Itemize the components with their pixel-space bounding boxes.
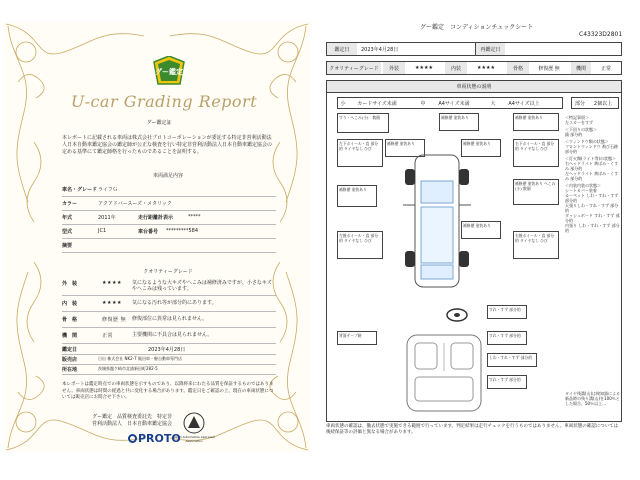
shop-label: 販売店 [62,356,78,363]
part-steering: すれ・すず 部分的 [487,305,527,319]
color-label: カラー [62,200,78,207]
part-label: 部分 [574,100,585,107]
size-mid-desc: A4サイズ未満 [438,100,470,107]
note-12: 天張りしわ・すれ・すず 部分的 [565,203,619,213]
appraisal-date-label: 鑑定日 [62,346,78,353]
grading-certificate [4,22,310,452]
exterior-desc: 気になるような大キズやへこみは補修済みですが、小さなキズやへこみは残っています。 [132,280,272,292]
part-value: 2個以上 [593,100,613,107]
condition-panel [326,80,622,422]
exterior-stars: ★★★★ [102,280,122,286]
note-1: 左スカーをすず [565,120,594,125]
size-large: 大 [490,100,496,107]
mechanic-value: 正常 [600,65,611,72]
interior-label: 内 装 [62,301,78,307]
part-rear-trim: すれ・すず 部分的 [487,375,527,389]
condition-title: 車両状態の説明 [327,81,621,93]
part-front-right: 補修歴 塗装あり [513,113,559,131]
type-label: 型式 [62,228,73,235]
note-5: フロントウィンドウ 飛び石跡 部分的 [565,144,619,154]
sheet-title: グー鑑定 コンディションチェックシート [420,24,534,31]
part-door-right: 補修歴 塗装あり へこみ(小) 数個 [513,179,559,205]
car-interior-diagram [399,333,489,413]
goo-appraisal-logo [152,56,186,86]
part-door-left: 補修歴 塗装あり [337,185,377,207]
note-13: ダッシュボード すれ・すず 部分的 [565,213,620,223]
part-wheel-rl: 左後ホイール・直 部分的 タイヤなし ひび [337,231,383,259]
type-value: JC1 [98,228,107,234]
note-14: 内張り しわ・すれ・すず 部分的 [565,223,620,233]
part-rear-right-panel: 補修歴 塗装あり [461,221,501,239]
proto-logo [128,432,181,445]
mileage-value: ***** [188,214,201,220]
issuer-text: グー鑑定 品質検査委託先 特定非営利活動法人 日本自動車鑑定協会 [92,414,173,427]
address-value: 茨城県龍ケ崎市北浦新田町282-5 [98,366,158,371]
part-fender-left: 補修歴 塗装あり [385,139,425,157]
part-front-center: 補修歴 塗装あり [439,113,479,131]
reappraisal-value [505,43,621,55]
frame-desc: 修復部位に異常は見られません。 [132,316,208,322]
size-legend [337,97,563,109]
report-subtitle: グー鑑定証 [146,120,172,126]
model-row [62,182,276,197]
model-value: ライフＧ [98,186,118,193]
year-label: 年式 [62,214,73,221]
type-row [62,224,276,239]
shop-value: 日出 株式会社 NK2-7 飯田車・軽自動車専門店 [98,356,182,361]
note-11: カーペット しわ・すれ・すず 部分的 [565,193,619,203]
size-small-desc: カードサイズ未満 [357,100,397,107]
mileage-label: 走行距離計表示 [138,214,174,221]
part-wheel-rr: 右後ホイール・直 部分的 タイヤなし ひび [513,231,559,259]
interior-stars: ★★★★ [102,300,122,306]
car-exterior-diagram [399,151,475,291]
date-label: 鑑定日 [327,43,357,55]
note-7: 右ヘッドライト 黄ばみ・くすみ 部分的 [565,161,619,171]
interior-grade-row [62,297,276,312]
part-wheel-fr: 右下ホイール・直 部分的 タイヤなし ひび [513,139,559,167]
note-6: ＜灯火類(ライト等)の状態＞ [565,156,617,161]
exterior-label: 外 装 [62,281,78,287]
proto-logo-text: PROTO [138,432,181,445]
year-row [62,210,276,225]
note-4: ＜ウィンドウ類の状態＞ [565,139,609,144]
color-row [62,196,276,211]
part-legend [571,97,619,109]
address-label: 所在地 [62,366,78,373]
note-3: 錆 部分的 [565,132,583,137]
part-seat: すれ・すず 部分的 [487,331,527,345]
appraisal-date-value: 2023年4月28日 [148,346,186,353]
quality-grade-table [326,61,622,75]
exterior-stars: ★★★★ [415,65,433,71]
exterior-label: 外装 [383,62,405,74]
tire-note: タイヤ残溝(山)は検知器による新品時の残り溝(山)を100％とした場合、50％以上… [565,391,621,406]
jaaa-caption: Japan Automobile Appraisal Association [173,435,215,443]
report-title: U-car Grading Report [70,92,258,111]
header-date-table [326,42,622,56]
mechanic-value: 正常 [102,333,114,339]
exterior-grade-row [62,277,276,296]
note-9: ＜内装内装の状態＞ [565,183,601,188]
quality-label: クオリティーグレード [327,62,381,74]
note-8: 左ヘッドライト 黄ばみ・くすみ 部分的 [565,171,619,181]
vehicle-section-heading: 車両満足内容 [152,173,183,179]
remarks-label: 摘要 [62,242,73,249]
side-notes [565,115,621,233]
year-value: 2011年 [98,214,116,221]
remarks-row [62,238,276,253]
frame-label: 骨 格 [62,317,78,323]
part-carpet: しわ・すれ・すず 部分的 [487,353,537,367]
interior-label: 内装 [445,62,467,74]
steering-wheel-icon [445,307,469,323]
jaaa-emblem-icon [182,412,206,434]
reappraisal-label: 再鑑定日 [475,43,505,55]
note-10: シートカバー装着 [565,188,597,193]
intro-text: 本レポートに記載される車両は株式会社プロトコーポレーションが委託する特定非営利活動法人日本自動車鑑定協会の鑑定師が公正な検査を行い特定非営利活動法人日本自動車鑑定協会の定める基準にて鑑定師格を行ったものであることを証明する。 [62,135,273,155]
logo-text: グー鑑定 [155,68,183,76]
grade-section-heading: クオリティーグレード [143,269,193,275]
proto-mark-icon [128,434,137,443]
mechanic-grade-row [62,329,276,344]
size-mid: 中 [420,100,426,107]
mechanic-label: 機 関 [62,333,78,339]
disclaimer-text: 車両状態の確認は、撤去状態で実施できる範囲で行っています。判定結果は走行チェックを行うものではありません。車両状態の確認については後続保証等の評価と異なる場合があります。 [326,424,619,435]
mechanic-desc: 主要機関に不具合は見られません。 [132,332,213,338]
interior-desc: 気になる汚れ等が部分的にあります。 [132,300,217,306]
address-row [62,364,276,375]
note-0: ＜特記事項＞ [565,115,589,120]
part-front-left: すり・へこみ(小) 数個 [337,113,389,133]
frame-grade-row [62,313,276,328]
frame-label: 骨格 [507,62,529,74]
size-small: 小 [340,100,346,107]
model-label: 車名・グレード [62,186,98,193]
color-value: アクアドバースーズ・メタリック [98,200,172,207]
part-fender-right: 補修歴 塗装あり [461,139,501,157]
vin-value: *********584 [166,228,199,234]
frame-value: 修復歴 無 [538,65,560,72]
note-2: ＜下回りの状態＞ [565,127,597,132]
part-rear-tape: 背面テープ跡 [337,331,377,345]
notice-text: 本レポートは鑑定時点での車両状態を示すものであり、以降将来にわたる品質を保証するものではありません。車両状態は時間の経過と共に変化する場合があります。鑑定日をご確認の上、現在の車両状態については販売店にお問合せ下さい。 [62,382,274,400]
sheet-id: C43323D2801 [579,31,623,38]
interior-stars: ★★★★ [477,65,495,71]
size-large-desc: A4サイズ以上 [508,100,540,107]
mechanic-label: 機関 [571,62,591,74]
vin-label: 車台番号 [138,228,159,235]
date-value: 2023年4月28日 [361,46,399,53]
frame-value: 修復歴 無 [102,317,127,323]
part-wheel-fl: 左下ホイール・直 部分的 タイヤなし ひび [337,139,383,167]
